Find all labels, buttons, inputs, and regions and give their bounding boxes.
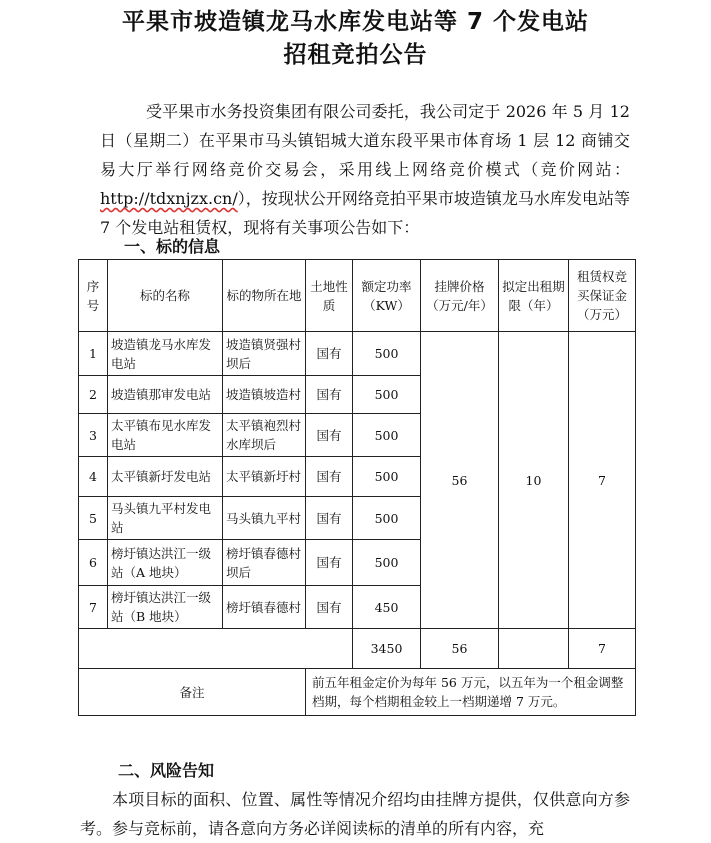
cell-land-type: 国有 bbox=[306, 497, 353, 540]
table-remark-row bbox=[79, 669, 636, 716]
cell-land-type: 国有 bbox=[306, 586, 353, 629]
header-lease-period: 拟定出租期限（年） bbox=[499, 260, 569, 332]
cell-land-type: 国有 bbox=[306, 414, 353, 457]
cell-location: 太平镇新圩村 bbox=[223, 457, 306, 497]
cell-rated-power: 500 bbox=[353, 457, 421, 497]
cell-seq: 3 bbox=[79, 414, 108, 457]
bidding-website-link[interactable]: http://tdxnjzx.cn/ bbox=[100, 189, 238, 208]
intro-text-part1: 受平果市水务投资集团有限公司委托，我公司定于 2026 年 5 月 12 日（星期二）在平果市马头镇铝城大道东段平果市体育场 1 层 12 商铺交易大厅举行网络竞价交易会，采用线上网络竞价模式（竞价网站： bbox=[100, 102, 630, 179]
cell-land-type: 国有 bbox=[306, 376, 353, 414]
total-deposit: 7 bbox=[569, 629, 636, 669]
cell-rated-power: 500 bbox=[353, 332, 421, 376]
cell-name: 榜圩镇达洪江一级站（B 地块） bbox=[108, 586, 223, 629]
cell-name: 太平镇布见水库发电站 bbox=[108, 414, 223, 457]
cell-seq: 6 bbox=[79, 540, 108, 586]
header-deposit: 租赁权竞买保证金（万元） bbox=[569, 260, 636, 332]
header-land-type: 土地性质 bbox=[306, 260, 353, 332]
intro-paragraph bbox=[100, 97, 630, 242]
header-location: 标的物所在地 bbox=[223, 260, 306, 332]
cell-name: 太平镇新圩发电站 bbox=[108, 457, 223, 497]
cell-rated-power: 500 bbox=[353, 414, 421, 457]
cell-name: 坡造镇那审发电站 bbox=[108, 376, 223, 414]
cell-listing-price-merged: 56 bbox=[421, 332, 499, 629]
cell-land-type: 国有 bbox=[306, 332, 353, 376]
header-name: 标的名称 bbox=[108, 260, 223, 332]
cell-location: 坡造镇贤强村坝后 bbox=[223, 332, 306, 376]
cell-land-type: 国有 bbox=[306, 457, 353, 497]
total-rated-power: 3450 bbox=[353, 629, 421, 669]
cell-location: 榜圩镇春德村 bbox=[223, 586, 306, 629]
cell-deposit-merged: 7 bbox=[569, 332, 636, 629]
table-row bbox=[79, 332, 636, 376]
cell-rated-power: 500 bbox=[353, 540, 421, 586]
table-header-row bbox=[79, 260, 636, 332]
cell-location: 坡造镇坡造村 bbox=[223, 376, 306, 414]
cell-lease-period-merged: 10 bbox=[499, 332, 569, 629]
cell-rated-power: 450 bbox=[353, 586, 421, 629]
cell-seq: 7 bbox=[79, 586, 108, 629]
cell-location: 太平镇袍烈村水库坝后 bbox=[223, 414, 306, 457]
cell-name: 马头镇九平村发电站 bbox=[108, 497, 223, 540]
cell-seq: 2 bbox=[79, 376, 108, 414]
section-heading-risk-notice: 二、风险告知 bbox=[118, 761, 215, 780]
cell-location: 马头镇九平村 bbox=[223, 497, 306, 540]
intro-text-part2: ），按现状公开网络竞拍平果市坡造镇龙马水库发电站等 7 个发电站租赁权，现将有关事项公告如下： bbox=[100, 189, 630, 237]
subject-info-table bbox=[78, 259, 636, 716]
table-body bbox=[79, 260, 636, 716]
cell-seq: 1 bbox=[79, 332, 108, 376]
cell-rated-power: 500 bbox=[353, 376, 421, 414]
section-heading-subject-info: 一、标的信息 bbox=[124, 237, 221, 256]
document-title-line2: 招租竞拍公告 bbox=[283, 42, 428, 68]
risk-notice-paragraph: 本项目标的面积、位置、属性等情况介绍均由挂牌方提供，仅供意向方参考。参与竞标前，请各意向方务必详阅读标的清单的所有内容，充 bbox=[80, 790, 630, 838]
total-blank-cell bbox=[79, 629, 353, 669]
cell-rated-power: 500 bbox=[353, 497, 421, 540]
cell-name: 坡造镇龙马水库发电站 bbox=[108, 332, 223, 376]
total-listing-price: 56 bbox=[421, 629, 499, 669]
header-rated-power: 额定功率（KW） bbox=[353, 260, 421, 332]
header-seq: 序号 bbox=[79, 260, 108, 332]
cell-land-type: 国有 bbox=[306, 540, 353, 586]
remark-text: 前五年租金定价为每年 56 万元，以五年为一个租金调整档期，每个档期租金较上一档期递增 7 万元。 bbox=[306, 669, 636, 716]
table-total-row bbox=[79, 629, 636, 669]
total-lease-period-blank bbox=[499, 629, 569, 669]
remark-label: 备注 bbox=[79, 669, 306, 716]
cell-name: 榜圩镇达洪江一级站（A 地块） bbox=[108, 540, 223, 586]
header-listing-price: 挂牌价格（万元/年） bbox=[421, 260, 499, 332]
document-title-line1: 平果市坡造镇龙马水库发电站等 7 个发电站 bbox=[121, 9, 590, 35]
cell-seq: 4 bbox=[79, 457, 108, 497]
cell-seq: 5 bbox=[79, 497, 108, 540]
cell-location: 榜圩镇春德村坝后 bbox=[223, 540, 306, 586]
